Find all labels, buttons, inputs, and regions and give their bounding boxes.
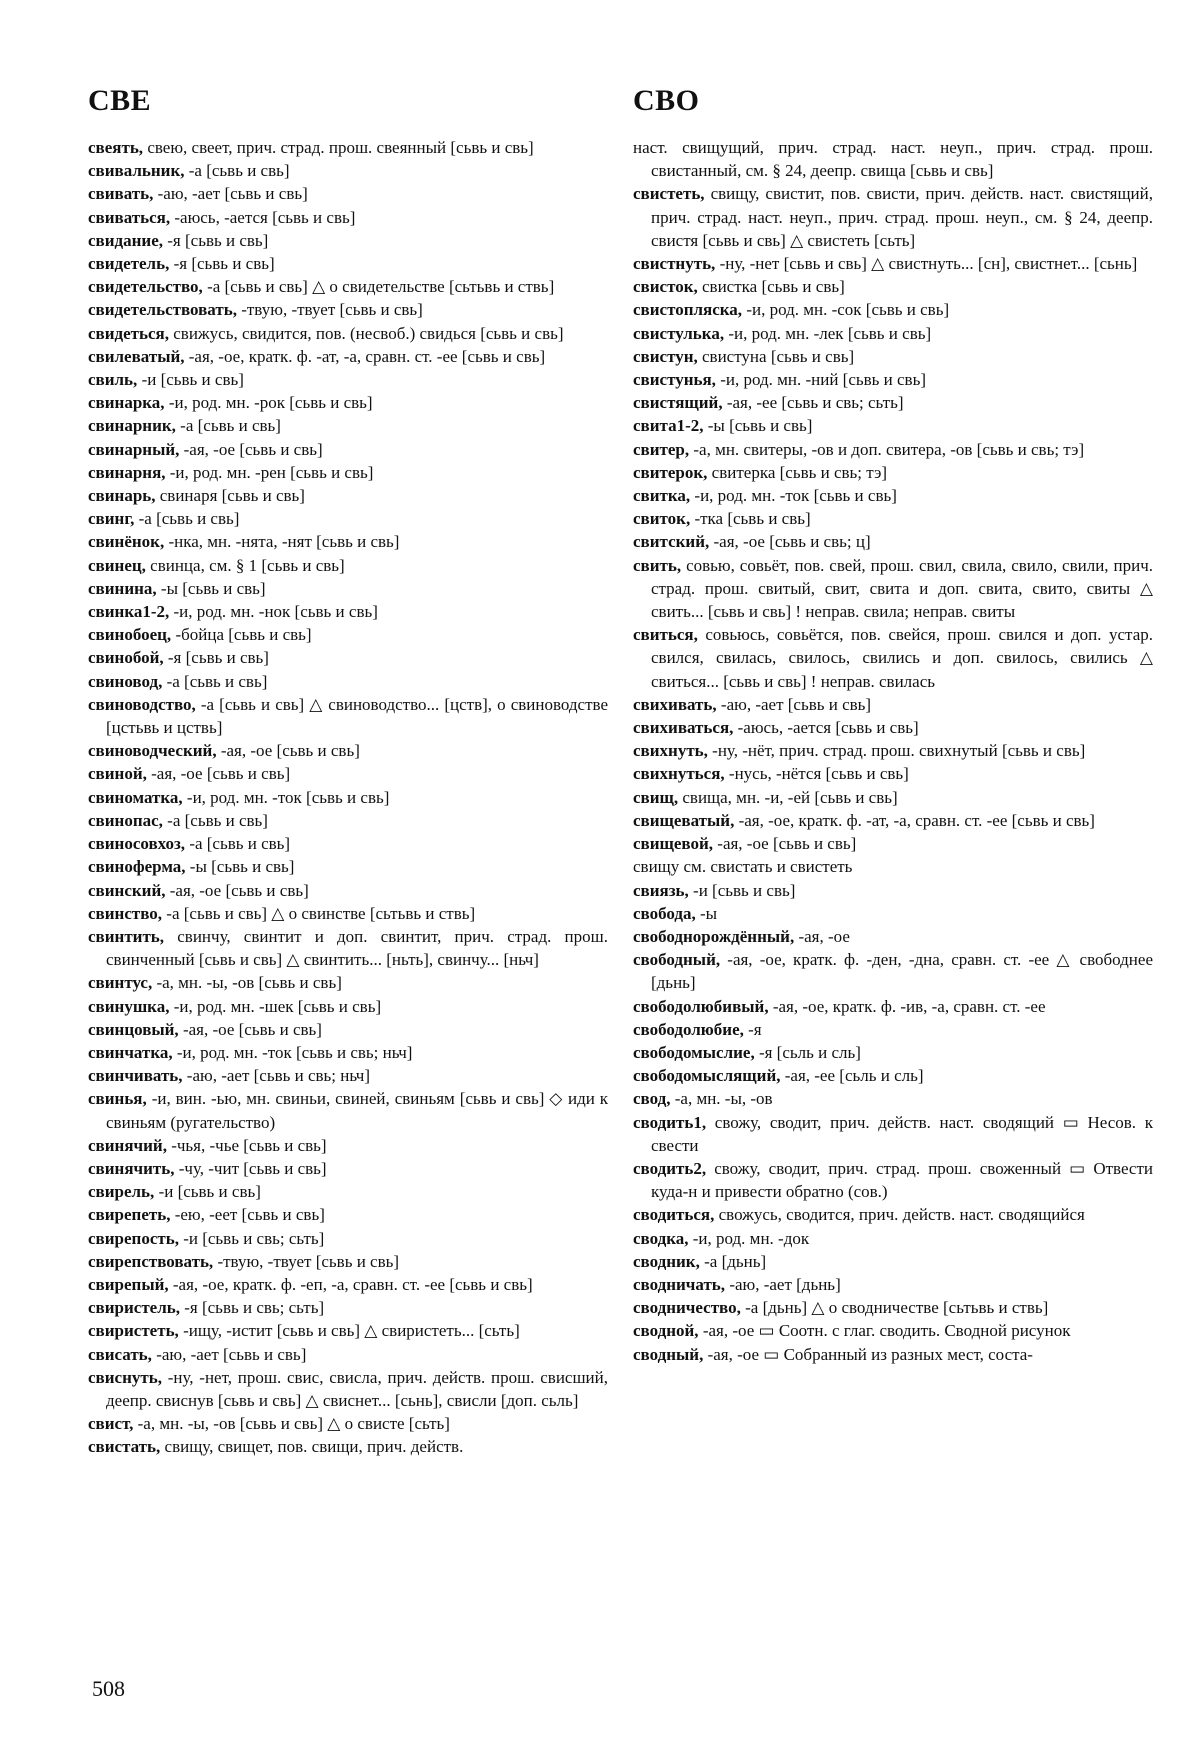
dictionary-entry — [633, 1087, 1153, 1110]
dictionary-entry — [88, 507, 608, 530]
entry-headword: свинарка, — [88, 393, 165, 413]
entry-headword: свинья, — [88, 1089, 147, 1109]
dictionary-entry — [633, 182, 1153, 252]
dictionary-entry — [88, 786, 608, 809]
dictionary-entry — [88, 182, 608, 205]
entry-definition: -а, мн. -ы, -ов [сьвь и свь] — [152, 973, 342, 993]
entry-headword: свиль, — [88, 370, 138, 390]
entry-definition: -и [сьвь и свь] — [688, 880, 796, 900]
entry-headword: свинарный, — [88, 439, 180, 459]
entry-headword: свободомыслящий, — [633, 1066, 781, 1086]
entry-definition: свожу, сводит, прич. действ. наст. сводящий ▭ Несов. к свести — [651, 1112, 1153, 1155]
entry-definition: -я [сьвь и свь] — [169, 254, 275, 274]
entry-headword: свистопляска, — [633, 300, 743, 320]
dictionary-entry — [88, 879, 608, 902]
entry-definition: -ая, -ое, кратк. ф. -еп, -а, сравн. ст. -ее [сьвь и свь] — [168, 1274, 533, 1294]
entry-headword: сводить1, — [633, 1112, 707, 1132]
dictionary-entry — [88, 391, 608, 414]
entry-headword: свита1-2, — [633, 416, 704, 436]
entry-headword: свобода, — [633, 903, 696, 923]
entry-definition: свистка [сьвь и свь] — [697, 277, 845, 297]
entry-definition: свожу, сводит, прич. страд. прош. своженный ▭ Отвести куда-н и привести обратно (сов.) — [651, 1158, 1153, 1202]
entry-headword: свитка, — [633, 486, 691, 506]
entry-definition: -ая, -ое, кратк. ф. -ат, -а, сравн. ст. -ее [сьвь и свь] — [734, 810, 1095, 830]
entry-definition: -а [сьвь и свь] △ свиноводство... [цств], о свиноводстве [цстьвь и цствь] — [106, 694, 608, 738]
entry-headword: свинина, — [88, 578, 157, 598]
entry-headword: сводка, — [633, 1228, 689, 1248]
left-column-header: СВЕ — [88, 84, 152, 117]
entry-definition: -и, род. мн. -ток [сьвь и свь] — [182, 787, 390, 807]
entry-definition: -а [сьвь и свь] — [162, 671, 268, 691]
entry-headword: свихиваться, — [633, 718, 734, 738]
entry-definition: -нусь, -нётся [сьвь и свь] — [724, 764, 909, 784]
dictionary-entry — [633, 368, 1153, 391]
entry-headword: сводной, — [633, 1321, 699, 1341]
dictionary-entry — [633, 948, 1153, 994]
entry-headword: сводить2, — [633, 1158, 707, 1178]
entry-headword: свободомыслие, — [633, 1042, 755, 1062]
dictionary-entry — [88, 855, 608, 878]
dictionary-entry — [633, 1111, 1153, 1157]
entry-definition: -ая, -ое [сьвь и свь] — [165, 880, 309, 900]
entry-definition: -ы [сьвь и свь] — [185, 857, 295, 877]
entry-definition: -ая, -ое, кратк. ф. -ат, -а, сравн. ст. -ее [сьвь и свь] — [184, 346, 546, 366]
dictionary-entry — [88, 438, 608, 461]
dictionary-entry — [633, 1227, 1153, 1250]
dictionary-entry — [633, 762, 1153, 785]
dictionary-entry — [633, 786, 1153, 809]
entry-headword: свирель, — [88, 1182, 155, 1202]
entry-headword: свидеться, — [88, 323, 169, 343]
dictionary-entry — [88, 159, 608, 182]
entry-definition: свищу, свистит, пов. свисти, прич. действ. наст. свистящий, прич. страд. наст. неуп., прич. страд. прош. неуп., см. § 24, деепр. свистя [сьвь и свь] △ свистеть [сьть] — [651, 184, 1153, 250]
dictionary-entry — [88, 809, 608, 832]
entry-definition: -аю, -ает [дьнь] — [725, 1274, 841, 1294]
entry-headword: свинячий, — [88, 1135, 167, 1155]
dictionary-entry — [633, 879, 1153, 902]
dictionary-entry — [633, 507, 1153, 530]
dictionary-entry — [88, 1180, 608, 1203]
entry-headword: свисать, — [88, 1344, 152, 1364]
entry-definition: -я [сьвь и свь] — [163, 648, 269, 668]
entry-definition: -ая, -ое [сьвь и свь] — [179, 439, 323, 459]
entry-headword: свиноферма, — [88, 857, 186, 877]
dictionary-entry — [633, 530, 1153, 553]
dictionary-entry — [88, 229, 608, 252]
entry-definition: -ая, -ое [сьвь и свь] — [178, 1019, 322, 1039]
entry-definition: -и, род. мн. -док — [688, 1228, 810, 1248]
entry-headword: свинцовый, — [88, 1019, 179, 1039]
entry-definition: свища, мн. -и, -ей [сьвь и свь] — [678, 787, 898, 807]
entry-definition: -а [сьвь и свь] △ о свинстве [сьтьвь и ствь] — [162, 903, 476, 923]
dictionary-entry — [88, 739, 608, 762]
dictionary-entry — [88, 1435, 608, 1458]
dictionary-entry — [633, 345, 1153, 368]
dictionary-entry — [633, 136, 1153, 182]
entry-headword: свивальник, — [88, 161, 185, 181]
entry-definition: -и, род. мн. -нок [сьвь и свь] — [169, 602, 378, 622]
entry-definition: -а, мн. -ы, -ов — [670, 1089, 773, 1109]
entry-definition: -аю, -ает [сьвь и свь] — [153, 184, 308, 204]
entry-definition: свею, свеет, прич. страд. прош. свеянный [сьвь и свь] — [143, 138, 534, 157]
entry-headword: свищевой, — [633, 834, 714, 854]
dictionary-entry — [633, 1203, 1153, 1226]
dictionary-entry — [633, 414, 1153, 437]
entry-definition: -а, мн. свитеры, -ов и доп. свитера, -ов [сьвь и свь; тэ] — [689, 439, 1085, 459]
entry-definition: -я [сьвь и свь] — [163, 230, 269, 250]
entry-definition: свищу см. свистать и свистеть — [633, 857, 853, 877]
entry-headword: свидетель, — [88, 254, 170, 274]
entry-headword: свинарня, — [88, 462, 166, 482]
entry-headword: сводный, — [633, 1344, 704, 1364]
entry-definition: -а [сьвь и свь] — [185, 834, 291, 854]
entry-headword: свищ, — [633, 787, 679, 807]
dictionary-entry — [88, 530, 608, 553]
entry-headword: свободолюбие, — [633, 1019, 744, 1039]
entry-definition: -а [сьвь и свь] △ о свидетельстве [сьтьвь и ствь] — [202, 277, 555, 297]
dictionary-entry — [633, 1296, 1153, 1319]
entry-headword: свистунья, — [633, 370, 716, 390]
dictionary-entry — [633, 832, 1153, 855]
entry-definition: -и, род. мн. -ток [сьвь и свь] — [690, 486, 897, 506]
entry-definition: -ая, -ое, кратк. ф. -ден, -дна, сравн. ст. -ее △ свободнее [дьнь] — [651, 950, 1153, 993]
dictionary-entry — [88, 902, 608, 925]
entry-headword: свободнорождённый, — [633, 926, 795, 946]
entry-headword: свидание, — [88, 230, 164, 250]
dictionary-entry — [88, 461, 608, 484]
entry-headword: свистун, — [633, 346, 698, 366]
dictionary-entry — [88, 1203, 608, 1226]
dictionary-entry — [633, 1319, 1153, 1342]
entry-headword: свихнуться, — [633, 764, 725, 784]
entry-definition: -ая, -ее [сьль и сль] — [780, 1066, 924, 1086]
entry-definition: совьюсь, совьётся, пов. свейся, прош. свился и доп. устар. свился, свилась, свилось, свились и доп. свилось, свились △ свиться... [сьвь и свь] ! неправ. свилась — [651, 625, 1153, 691]
entry-headword: свинка1-2, — [88, 602, 170, 622]
dictionary-entry — [633, 275, 1153, 298]
entry-headword: свитский, — [633, 532, 710, 552]
dictionary-entry — [633, 1157, 1153, 1203]
dictionary-entry — [633, 925, 1153, 948]
dictionary-entry — [88, 971, 608, 994]
entry-headword: свидетельство, — [88, 277, 203, 297]
entry-headword: свиновод, — [88, 671, 163, 691]
dictionary-entry — [88, 925, 608, 971]
entry-definition: -я [сьвь и свь; сьть] — [180, 1298, 325, 1318]
dictionary-entry — [88, 1296, 608, 1319]
entry-headword: свинг, — [88, 509, 135, 529]
entry-headword: свод, — [633, 1089, 671, 1109]
dictionary-entry — [88, 484, 608, 507]
entry-headword: свиноводство, — [88, 694, 196, 714]
entry-definition: -я — [743, 1019, 762, 1039]
entry-headword: свитер, — [633, 439, 690, 459]
entry-headword: сводиться, — [633, 1205, 715, 1225]
entry-definition: -а [дьнь] △ о сводничестве [сьтьвь и ствь] — [740, 1298, 1049, 1318]
dictionary-entry — [88, 1319, 608, 1342]
entry-headword: свиристель, — [88, 1298, 180, 1318]
dictionary-entry — [88, 345, 608, 368]
entry-definition: -а [сьвь и свь] — [184, 161, 290, 181]
entry-definition: совью, совьёт, пов. свей, прош. свил, свила, свило, свили, прич. страд. прош. свитый, свит, свита и доп. свита, свито, свиты △ свить... [сьвь и свь] ! неправ. свила; неправ. свиты — [651, 555, 1153, 622]
entry-headword: свинячить, — [88, 1158, 175, 1178]
entry-headword: свистнуть, — [633, 254, 716, 274]
dictionary-entry — [88, 1412, 608, 1435]
entry-definition: -ая, -ое, кратк. ф. -ив, -а, сравн. ст. -ее — [768, 996, 1046, 1016]
entry-definition: -и [сьвь и свь; сьть] — [178, 1228, 325, 1248]
entry-definition: -ею, -еет [сьвь и свь] — [170, 1205, 325, 1225]
dictionary-entry — [633, 1343, 1153, 1366]
dictionary-entry — [633, 995, 1153, 1018]
dictionary-entry — [88, 1366, 608, 1412]
entry-headword: свищеватый, — [633, 810, 735, 830]
entry-definition: -и, род. мн. -ток [сьвь и свь; ньч] — [172, 1042, 413, 1062]
entry-headword: свист, — [88, 1414, 134, 1434]
dictionary-entry — [88, 1134, 608, 1157]
dictionary-entry — [88, 136, 608, 159]
entry-headword: свиться, — [633, 625, 698, 645]
entry-definition: -ая, -ое ▭ Собранный из разных мест, соста- — [703, 1344, 1033, 1364]
entry-definition: -а [сьвь и свь] — [162, 810, 268, 830]
entry-definition: -и [сьвь и свь] — [154, 1182, 261, 1202]
entry-definition: -ая, -ое [сьвь и свь] — [146, 764, 291, 784]
entry-definition: -тка [сьвь и свь] — [690, 509, 811, 529]
entry-definition: -ы — [695, 903, 718, 923]
entry-headword: свистать, — [88, 1437, 161, 1457]
entry-definition: -ы [сьвь и свь] — [156, 578, 266, 598]
entry-definition: -и, род. мн. -рок [сьвь и свь] — [164, 393, 373, 413]
entry-headword: свинобоец, — [88, 625, 172, 645]
entry-definition: свинчу, свинтит и доп. свинтит, прич. страд. прош. свинченный [сьвь и свь] △ свинтить... [ньть], свинчу... [ньч] — [106, 926, 608, 970]
dictionary-entry — [633, 1250, 1153, 1273]
entry-definition: свитерка [сьвь и свь; тэ] — [707, 462, 888, 482]
entry-headword: свинарь, — [88, 486, 156, 506]
dictionary-entry — [633, 902, 1153, 925]
dictionary-entry — [633, 1273, 1153, 1296]
entry-definition: -а, мн. -ы, -ов [сьвь и свь] △ о свисте [сьть] — [133, 1414, 450, 1434]
entry-headword: свинарник, — [88, 416, 176, 436]
entry-headword: свистящий, — [633, 393, 723, 413]
dictionary-entry — [88, 670, 608, 693]
page-number: 508 — [92, 1676, 125, 1701]
entry-definition: -ищу, -истит [сьвь и свь] △ свиристеть... [сьть] — [178, 1321, 520, 1341]
entry-headword: свиноматка, — [88, 787, 183, 807]
entry-headword: свиязь, — [633, 880, 689, 900]
dictionary-entry — [633, 298, 1153, 321]
dictionary-entry — [633, 554, 1153, 624]
entry-definition: -и, род. мн. -шек [сьвь и свь] — [169, 996, 382, 1016]
entry-definition: -ая, -ое [сьвь и свь] — [713, 834, 857, 854]
entry-definition: -ну, -нет [сьвь и свь] △ свистнуть... [сн], свистнет... [сьнь] — [715, 254, 1138, 274]
entry-definition: свищу, свищет, пов. свищи, прич. действ. — [160, 1437, 464, 1457]
left-column — [88, 136, 608, 1459]
dictionary-entry — [88, 414, 608, 437]
entry-headword: сводник, — [633, 1251, 700, 1271]
entry-headword: свихивать, — [633, 694, 717, 714]
entry-definition: -и, род. мн. -рен [сьвь и свь] — [165, 462, 374, 482]
entry-definition: -и, род. мн. -лек [сьвь и свь] — [724, 323, 932, 343]
dictionary-entry — [633, 716, 1153, 739]
entry-definition: свинца, см. § 1 [сьвь и свь] — [145, 555, 345, 575]
dictionary-entry — [633, 252, 1153, 275]
entry-definition: -аюсь, -ается [сьвь и свь] — [170, 207, 356, 227]
dictionary-entry — [633, 391, 1153, 414]
dictionary-entry — [88, 995, 608, 1018]
entry-headword: свиносовхоз, — [88, 834, 186, 854]
entry-headword: свихнуть, — [633, 741, 708, 761]
dictionary-entry — [88, 646, 608, 669]
entry-headword: свинчивать, — [88, 1066, 183, 1086]
dictionary-entry — [88, 1018, 608, 1041]
dictionary-entry — [88, 1041, 608, 1064]
dictionary-entry — [88, 275, 608, 298]
dictionary-entry — [633, 438, 1153, 461]
dictionary-entry — [88, 600, 608, 623]
entry-definition: -и, род. мн. -ний [сьвь и свь] — [715, 370, 926, 390]
entry-headword: свирепствовать, — [88, 1251, 214, 1271]
entry-definition: -аюсь, -ается [сьвь и свь] — [733, 718, 919, 738]
entry-definition: свинаря [сьвь и свь] — [155, 486, 305, 506]
dictionary-entry — [633, 461, 1153, 484]
entry-definition: -я [сьль и сль] — [754, 1042, 861, 1062]
entry-definition: -а [сьвь и свь] — [175, 416, 281, 436]
right-column — [633, 136, 1153, 1366]
dictionary-entry — [88, 1250, 608, 1273]
dictionary-entry — [633, 623, 1153, 693]
entry-headword: свистеть, — [633, 184, 705, 204]
entry-headword: свинский, — [88, 880, 166, 900]
dictionary-entry — [88, 368, 608, 391]
entry-definition: -ну, -нёт, прич. страд. прош. свихнутый [сьвь и свь] — [707, 741, 1086, 761]
entry-definition: -ая, -ое ▭ Соотн. с глаг. сводить. Сводной рисунок — [698, 1321, 1071, 1341]
dictionary-entry — [88, 1087, 608, 1133]
entry-definition: -ы [сьвь и свь] — [703, 416, 813, 436]
entry-headword: свиваться, — [88, 207, 171, 227]
entry-headword: свеять, — [88, 138, 144, 157]
dictionary-entry — [88, 322, 608, 345]
entry-headword: свирепость, — [88, 1228, 179, 1248]
entry-headword: свивать, — [88, 184, 154, 204]
dictionary-entry — [633, 322, 1153, 345]
entry-definition: -твую, -твует [сьвь и свь] — [213, 1251, 400, 1271]
entry-definition: -ну, -нет, прош. свис, свисла, прич. действ. прош. свисший, деепр. свиснув [сьвь и свь] △ свиснет... [сьнь], свисли [доп. сьль] — [106, 1367, 608, 1410]
entry-headword: свинопас, — [88, 810, 163, 830]
entry-headword: свиристеть, — [88, 1321, 179, 1341]
dictionary-entry — [88, 832, 608, 855]
entry-definition: -и [сьвь и свь] — [137, 370, 244, 390]
entry-headword: свиной, — [88, 764, 147, 784]
entry-headword: свинёнок, — [88, 532, 165, 552]
entry-headword: свободолюбивый, — [633, 996, 769, 1016]
entry-definition: -а [сьвь и свь] — [134, 509, 240, 529]
entry-definition: -и, род. мн. -сок [сьвь и свь] — [742, 300, 950, 320]
dictionary-entry — [633, 1064, 1153, 1087]
entry-headword: свинство, — [88, 903, 163, 923]
entry-headword: свободный, — [633, 950, 721, 970]
dictionary-entry — [88, 298, 608, 321]
dictionary-entry — [88, 1064, 608, 1087]
entry-definition: -аю, -ает [сьвь и свь; ньч] — [182, 1066, 371, 1086]
entry-headword: свить, — [633, 555, 682, 575]
entry-definition: -чья, -чье [сьвь и свь] — [166, 1135, 327, 1155]
dictionary-entry — [88, 577, 608, 600]
entry-definition: свистуна [сьвь и свь] — [697, 346, 855, 366]
entry-headword: свилеватый, — [88, 346, 185, 366]
entry-headword: свистулька, — [633, 323, 725, 343]
dictionary-entry — [88, 623, 608, 646]
dictionary-entry — [633, 809, 1153, 832]
entry-headword: свиноводческий, — [88, 741, 217, 761]
dictionary-entry — [88, 762, 608, 785]
entry-headword: свирепый, — [88, 1274, 169, 1294]
dictionary-entry — [88, 1343, 608, 1366]
entry-headword: свинушка, — [88, 996, 170, 1016]
entry-headword: свирепеть, — [88, 1205, 171, 1225]
entry-definition: -ая, -ое — [794, 926, 850, 946]
entry-headword: свисток, — [633, 277, 698, 297]
dictionary-entry — [633, 855, 1153, 878]
entry-headword: свинтус, — [88, 973, 153, 993]
dictionary-entry — [633, 1041, 1153, 1064]
entry-headword: свидетельствовать, — [88, 300, 237, 320]
dictionary-entry — [88, 206, 608, 229]
dictionary-entry — [88, 1157, 608, 1180]
dictionary-entry — [88, 554, 608, 577]
entry-definition: свожусь, сводится, прич. действ. наст. сводящийся — [714, 1205, 1085, 1225]
entry-definition: -ая, -ое [сьвь и свь; ц] — [709, 532, 871, 552]
dictionary-entry — [88, 252, 608, 275]
entry-definition: -бойца [сьвь и свь] — [171, 625, 312, 645]
dictionary-entry — [633, 484, 1153, 507]
dictionary-entry — [633, 693, 1153, 716]
entry-definition: -аю, -ает [сьвь и свь] — [716, 694, 872, 714]
entry-headword: свинец, — [88, 555, 146, 575]
entry-definition: свижусь, свидится, пов. (несвоб.) свидься [сьвь и свь] — [169, 323, 564, 343]
entry-definition: наст. свищущий, прич. страд. наст. неуп., прич. страд. прош. свистанный, см. § 24, деепр. свища [сьвь и свь] — [633, 138, 1153, 181]
entry-headword: свиток, — [633, 509, 691, 529]
entry-definition: -нка, мн. -нята, -нят [сьвь и свь] — [164, 532, 400, 552]
entry-headword: свиснуть, — [88, 1367, 162, 1387]
right-column-header: СВО — [633, 84, 700, 117]
dictionary-entry — [633, 739, 1153, 762]
entry-headword: сводничать, — [633, 1274, 726, 1294]
entry-definition: -чу, -чит [сьвь и свь] — [174, 1158, 327, 1178]
entry-headword: сводничество, — [633, 1298, 741, 1318]
entry-definition: -и, вин. -ью, мн. свиньи, свиней, свиньям [сьвь и свь] ◇ иди к свиньям (ругательство) — [106, 1089, 608, 1132]
dictionary-entry — [633, 1018, 1153, 1041]
dictionary-entry — [88, 1273, 608, 1296]
entry-definition: -твую, -твует [сьвь и свь] — [236, 300, 423, 320]
entry-headword: свитерок, — [633, 462, 708, 482]
dictionary-entry — [88, 693, 608, 739]
entry-definition: -ая, -ое [сьвь и свь] — [216, 741, 360, 761]
entry-definition: -а [дьнь] — [699, 1251, 767, 1271]
entry-headword: свинтить, — [88, 926, 165, 946]
dictionary-entry — [88, 1227, 608, 1250]
entry-headword: свинобой, — [88, 648, 164, 668]
entry-definition: -аю, -ает [сьвь и свь] — [151, 1344, 307, 1364]
entry-definition: -ая, -ее [сьвь и свь; сьть] — [722, 393, 904, 413]
entry-headword: свинчатка, — [88, 1042, 173, 1062]
